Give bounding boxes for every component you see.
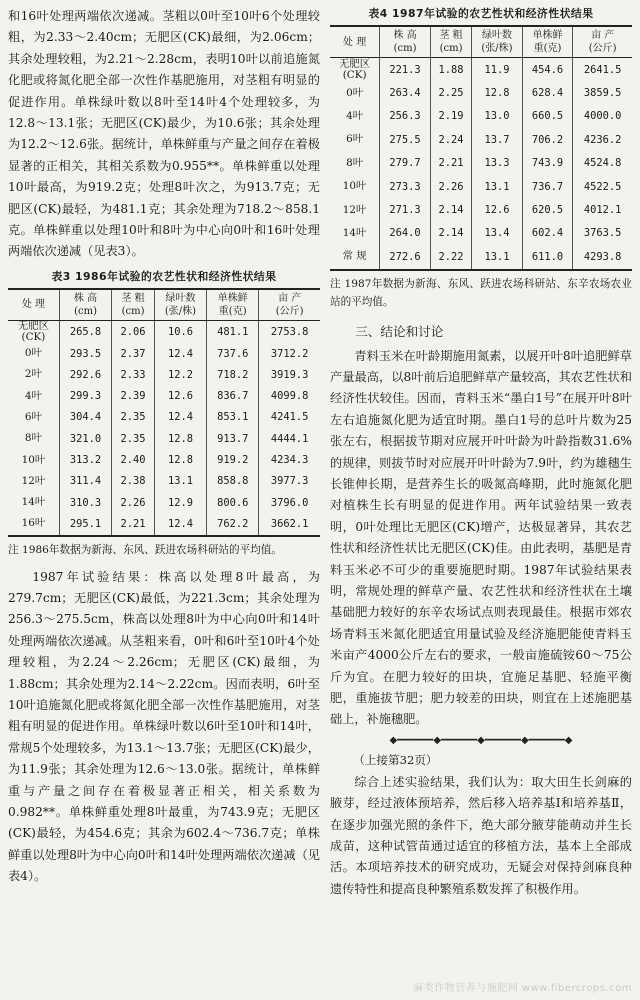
table3-cell: 4099.8 xyxy=(270,390,309,403)
table3-cell: 718.2 xyxy=(207,364,259,385)
table4-cell: 10叶 xyxy=(330,175,380,198)
paragraph-1987-results: 1987年试验结果：株高以处理8叶最高，为279.7cm；无肥区(CK)最低，为221.3cm；其余处理为256.3～275.5cm，株高以处理8叶为中心向0叶和14叶处理两端依次递减。从茎粗来看，0叶和6叶至10叶4个处理较粗，为2.24～2.26cm；无肥区(CK)最细，为1.88cm；其余处理为2.14～2.22cm。因而表明，6叶至10叶追施氮化肥或将氮化肥全部一次性作基肥施用，对茎粗有明显的促进作用。单株绿叶数以6叶至10叶和14叶，常规5个处理较多，为13.1～13.7张；无肥区(CK)最少，为11.9张；其余处理为12.6～13.0张。据统计，单株鲜重与产量之间存在着极显著正相关，相关系数为0.982**。单株鲜重处理8叶最重，为743.9克；无肥区(CK)最轻，为454.6克；其余为602.4～736.7克；单株鲜重以处理8叶为中心向0叶和14叶处理两端依次递减（见表4）。 xyxy=(8,569,320,884)
table4-header-cell: 单株鲜 重(克) xyxy=(522,26,573,58)
table4-caption: 表4 1987年试验的农艺性状和经济性状结果 xyxy=(368,7,594,20)
table3-cell: 12.2 xyxy=(154,364,206,385)
table3-row xyxy=(8,320,320,343)
table4-cell: 4522.5 xyxy=(583,180,622,193)
table4-cell: 4293.8 xyxy=(583,250,622,263)
table4-row xyxy=(330,175,632,198)
table4-cell: 3859.5 xyxy=(583,87,622,100)
table3-row xyxy=(8,513,320,535)
table3-cell: 2.37 xyxy=(112,343,155,364)
table3-cell: 12.6 xyxy=(154,385,206,406)
table3-header-cell: 亩 产 (公斤) xyxy=(259,289,320,321)
table4-row xyxy=(330,222,632,245)
table3-cell: 12.9 xyxy=(154,492,206,513)
table3-cell: 2.35 xyxy=(112,428,155,449)
table3-cell: 913.7 xyxy=(207,428,259,449)
table3-header-row xyxy=(8,289,320,321)
table4-cell: 221.3 xyxy=(380,58,431,82)
section-title: 三、结论和讨论 xyxy=(355,323,444,339)
table4-cell: 272.6 xyxy=(380,245,431,269)
table3-cell: 293.5 xyxy=(59,343,111,364)
table4-cell: 736.7 xyxy=(522,175,573,198)
table3-cell: 4叶 xyxy=(8,385,59,406)
table4-cell: 2641.5 xyxy=(583,63,622,76)
table3-header-cell: 单株鲜 重(克) xyxy=(207,289,259,321)
table3-cell: 无肥区 (CK) xyxy=(8,320,59,343)
table3-cell: 292.6 xyxy=(59,364,111,385)
table4-cell: 12.6 xyxy=(472,198,522,221)
table4-cell: 4524.8 xyxy=(583,157,622,170)
table4-cell: 2.25 xyxy=(430,81,471,104)
table4-note: 注 1987年数据为新海、东风、跃进农场科研站、东辛农场农业站的平均值。 xyxy=(330,277,632,308)
table3-cell: 3977.3 xyxy=(270,475,309,488)
table3-body xyxy=(8,320,320,535)
table4-cell: 无肥区 (CK) xyxy=(330,58,380,82)
table4-cell: 常 规 xyxy=(330,245,380,269)
table3-cell: 0叶 xyxy=(8,343,59,364)
table3-cell: 4234.3 xyxy=(270,454,309,466)
table3-row xyxy=(8,471,320,492)
table4-cell: 13.1 xyxy=(472,245,522,269)
table3-cell: 6叶 xyxy=(8,407,59,428)
table4-cell: 4012.1 xyxy=(583,204,622,217)
table4-header-row xyxy=(330,26,632,58)
table3-cell: 4241.5 xyxy=(270,411,309,424)
table3-cell: 12.4 xyxy=(154,407,206,428)
table4-cell: 264.0 xyxy=(380,222,431,245)
table4-header-cell: 茎 粗 (cm) xyxy=(430,26,471,58)
table3-cell: 12.8 xyxy=(154,428,206,449)
table3-cell: 2.06 xyxy=(112,320,155,343)
table3-cell: 13.1 xyxy=(154,471,206,492)
table4-header-cell: 绿叶数 (张/株) xyxy=(472,26,522,58)
table4-cell: 2.14 xyxy=(430,222,471,245)
table4-cell: 4236.2 xyxy=(583,133,622,146)
table3-cell: 3662.1 xyxy=(270,517,309,530)
table4-cell: 3763.5 xyxy=(583,227,622,240)
table3-cell: 299.3 xyxy=(59,385,111,406)
table4-cell: 2.19 xyxy=(430,105,471,128)
table4-header-cell: 株 高 (cm) xyxy=(380,26,431,58)
table3-cell: 4444.1 xyxy=(270,432,309,445)
paragraph-1986-results: 和16叶处理两端依次递减。茎粗以0叶至10叶6个处理较粗，为2.33～2.40cm；无肥区(CK)最细，为2.06cm；其余处理较粗，为2.21～2.28cm，表明10叶以前追施氮化肥或将氮化肥全部一次性作基肥施用，对茎粗有明显的促进作用。单株绿叶数以8叶至14叶4个处理较多，为12.8～13.1张；无肥区(CK)最少，为10.6张；其余处理为12.2～12.6张。据统计，单株鲜重与产量之间存在着极显著的正相关，其相关系数为0.955**。单株鲜重以处理10叶最高，为919.2克；处理8叶次之，为913.7克；无肥区(CK)最轻，为481.1克；其余处理为718.2～858.1克。单株鲜重以处理10叶和8叶为中心向0叶和16叶处理两端依次递减（见表3）。 xyxy=(8,9,320,259)
table4-cell: 620.5 xyxy=(522,198,573,221)
table3-cell: 737.6 xyxy=(207,343,259,364)
table3-cell: 304.4 xyxy=(59,407,111,428)
table3-cell: 2.33 xyxy=(112,364,155,385)
table4 xyxy=(330,25,632,271)
table3-cell: 800.6 xyxy=(207,492,259,513)
table3-header-cell: 处 理 xyxy=(8,289,59,321)
table3-cell: 3712.2 xyxy=(270,347,309,360)
table4-cell: 11.9 xyxy=(472,58,522,82)
site-watermark: 麻类作物营养与施肥网 www.fibercrops.com xyxy=(413,983,632,994)
table3-cell: 858.8 xyxy=(207,471,259,492)
table4-cell: 2.14 xyxy=(430,198,471,221)
table3-cell: 8叶 xyxy=(8,428,59,449)
table4-cell: 660.5 xyxy=(522,105,573,128)
table4-cell: 279.7 xyxy=(380,152,431,175)
table4-cell: 8叶 xyxy=(330,152,380,175)
table4-cell: 628.4 xyxy=(522,81,573,104)
table4-row xyxy=(330,198,632,221)
continued-note: （上接第32页） xyxy=(353,752,438,767)
table4-row xyxy=(330,245,632,269)
table4-header-cell: 亩 产 (公斤) xyxy=(573,26,632,58)
table4-cell: 611.0 xyxy=(522,245,573,269)
table3-row xyxy=(8,385,320,406)
table4-cell: 4叶 xyxy=(330,105,380,128)
table4-cell: 706.2 xyxy=(522,128,573,151)
table3-cell: 481.1 xyxy=(207,320,259,343)
paragraph-continued: 综合上述实验结果，我们认为：取大田生长剑麻的腋芽，经过液体预培养，然后移入培养基Ⅰ和培养基Ⅱ，在逐步加强光照的条件下，绝大部分腋芽能萌动并生长成苗，这种试管苗通过适宜的移植方法，基本上全部成活。本项培养技术的研究成功，无疑会对保持剑麻良种遗传特性和提高良种繁殖系数发挥了积极作用。 xyxy=(330,774,632,896)
table3-row xyxy=(8,492,320,513)
table4-cell: 13.4 xyxy=(472,222,522,245)
table4-cell: 602.4 xyxy=(522,222,573,245)
table3-cell: 295.1 xyxy=(59,513,111,535)
table3 xyxy=(8,288,320,537)
table3-cell: 12.4 xyxy=(154,343,206,364)
table4-cell: 6叶 xyxy=(330,128,380,151)
left-column xyxy=(8,6,320,888)
table3-cell: 321.0 xyxy=(59,428,111,449)
table3-cell: 12.8 xyxy=(154,449,206,470)
table4-cell: 2.21 xyxy=(430,152,471,175)
table4-cell: 256.3 xyxy=(380,105,431,128)
table4-cell: 275.5 xyxy=(380,128,431,151)
table4-cell: 13.0 xyxy=(472,105,522,128)
table4-cell: 13.3 xyxy=(472,152,522,175)
table4-cell: 263.4 xyxy=(380,81,431,104)
paragraph-conclusion: 青料玉米在叶龄期施用氮素，以展开叶8叶追肥鲜草产量最高，以8叶前后追肥鲜草产量较高，其农艺性状和经济性状较佳。因而，青料玉米“墨白1号”在展开叶8叶左右追施氮化肥为适宜时期。墨白1号的总叶片数为25张左右，根据拔节期对应展开叶叶龄为叶龄指数31.6%的规律，则拔节时对应展开叶叶龄为7.9叶，约为雄穗生长锥伸长期，是营养生长的吸氮高峰期，此时施氮化肥对植株生长有明显的促进作用。两年试验结果一致表明，0叶处理比无肥区(CK)增产，达极显著异，其农艺性状和经济性状比无肥区(CK)佳。由此表明，基肥是青料玉米必不可少的重要施肥时期。1987年试验结果表明，常规处理的鲜草产量、农艺性状和经济性状在土壤基础肥力较好的东辛农场试点则表现最佳。根据市郊农场青料玉米氮化肥适宜用量试验及经济施肥能使青料玉米亩产4000公斤左右的要求，一般亩施硫铵60～75公斤为宜。在肥力较好的田块，宜施足基肥、轻施平衡肥，重施拔节肥；肥力较差的田块，则宜在上述施肥基础上，补施穗肥。 xyxy=(330,348,632,727)
table4-cell: 4000.0 xyxy=(583,110,622,123)
table3-cell: 853.1 xyxy=(207,407,259,428)
table3-cell: 2.38 xyxy=(112,471,155,492)
table3-cell: 310.3 xyxy=(59,492,111,513)
table3-header-cell: 绿叶数 (张/株) xyxy=(154,289,206,321)
table3-cell: 12叶 xyxy=(8,471,59,492)
table3-cell: 3796.0 xyxy=(270,496,309,509)
table3-cell: 2.26 xyxy=(112,492,155,513)
table4-cell: 1.88 xyxy=(430,58,471,82)
table3-note: 注 1986年数据为新海、东风、跃进农场科研站的平均值。 xyxy=(8,543,282,556)
table4-cell: 2.24 xyxy=(430,128,471,151)
table3-cell: 2753.8 xyxy=(270,325,309,338)
table3-cell: 14叶 xyxy=(8,492,59,513)
table3-cell: 836.7 xyxy=(207,385,259,406)
table3-cell: 762.2 xyxy=(207,513,259,535)
table4-cell: 13.7 xyxy=(472,128,522,151)
table3-cell: 3919.3 xyxy=(270,368,309,381)
table4-cell: 273.3 xyxy=(380,175,431,198)
table4-cell: 743.9 xyxy=(522,152,573,175)
table4-cell: 271.3 xyxy=(380,198,431,221)
table4-row xyxy=(330,105,632,128)
table3-row xyxy=(8,364,320,385)
table4-row xyxy=(330,152,632,175)
table3-cell: 10.6 xyxy=(154,320,206,343)
table4-cell: 454.6 xyxy=(522,58,573,82)
table4-cell: 2.22 xyxy=(430,245,471,269)
section-ornament: ◆━━━━━━◆━━━━━━◆━━━━━━◆━━━━━━◆ xyxy=(389,734,573,746)
table3-row xyxy=(8,343,320,364)
table4-cell: 13.1 xyxy=(472,175,522,198)
table3-cell: 2.39 xyxy=(112,385,155,406)
table3-cell: 313.2 xyxy=(59,449,111,470)
table4-body xyxy=(330,58,632,270)
table3-cell: 2.40 xyxy=(112,449,155,470)
right-column xyxy=(330,6,632,900)
table3-cell: 919.2 xyxy=(207,449,259,470)
table3-caption: 表3 1986年试验的农艺性状和经济性状结果 xyxy=(51,269,277,283)
table3-cell: 311.4 xyxy=(59,471,111,492)
table3-row xyxy=(8,407,320,428)
table4-header-cell: 处 理 xyxy=(330,26,380,58)
table4-row xyxy=(330,58,632,82)
table3-cell: 2.35 xyxy=(112,407,155,428)
table4-row xyxy=(330,128,632,151)
table4-row xyxy=(330,81,632,104)
table4-cell: 12.8 xyxy=(472,81,522,104)
table3-header-cell: 茎 粗 (cm) xyxy=(112,289,155,321)
table3-cell: 265.8 xyxy=(59,320,111,343)
table4-cell: 12叶 xyxy=(330,198,380,221)
table3-row xyxy=(8,449,320,470)
table3-row xyxy=(8,428,320,449)
table3-cell: 2叶 xyxy=(8,364,59,385)
table3-cell: 12.4 xyxy=(154,513,206,535)
table4-cell: 0叶 xyxy=(330,81,380,104)
table3-cell: 16叶 xyxy=(8,513,59,535)
table3-header-cell: 株 高 (cm) xyxy=(59,289,111,321)
table4-cell: 2.26 xyxy=(430,175,471,198)
table4-cell: 14叶 xyxy=(330,222,380,245)
table3-cell: 10叶 xyxy=(8,449,59,470)
table3-cell: 2.21 xyxy=(112,513,155,535)
